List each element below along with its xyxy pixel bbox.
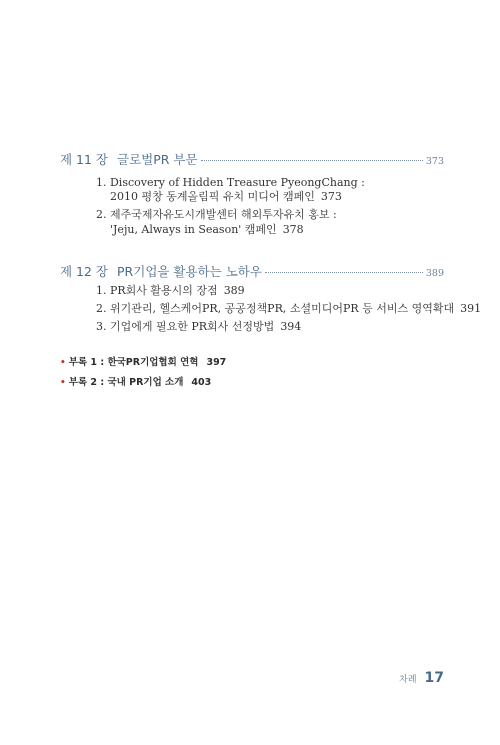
entry-page: 389 <box>223 284 245 297</box>
toc-entry <box>110 191 342 202</box>
bullet-icon: • <box>60 378 66 388</box>
chapter-number: 제 12 장 <box>60 264 109 279</box>
appendix-page: 403 <box>191 377 212 388</box>
entry-page: 373 <box>320 190 342 203</box>
appendix-2 <box>60 374 211 388</box>
bullet-icon: • <box>60 358 66 368</box>
appendix-page: 397 <box>206 357 227 368</box>
toc-entry <box>110 224 304 235</box>
chapter-page: 389 <box>425 268 444 279</box>
dot-leader <box>265 272 423 273</box>
entry-page: 391 <box>460 302 482 315</box>
page-number: 17 <box>424 670 444 686</box>
toc-entry <box>96 321 301 332</box>
entry-page: 378 <box>282 223 304 236</box>
toc-entry <box>96 285 245 296</box>
footer-label: 차례 <box>399 675 417 685</box>
toc-entry <box>96 209 337 220</box>
toc-entry <box>96 303 481 314</box>
appendix-label: 부록 2 : 국내 PR기업 소개 <box>68 377 184 388</box>
appendix-1 <box>60 354 226 368</box>
entry-text: 2. 위기관리, 헬스케어PR, 공공정책PR, 소셜미디어PR 등 서비스 영역확대 <box>96 302 455 315</box>
dot-leader <box>201 160 423 161</box>
entry-text: 1. PR회사 활용시의 장점 <box>96 284 218 297</box>
chapter-number: 제 11 장 <box>60 152 109 167</box>
toc-entry <box>96 177 365 188</box>
chapter-title: 글로벌PR 부문 <box>117 152 198 167</box>
appendix-label: 부록 1 : 한국PR기업협회 연혁 <box>68 357 199 368</box>
chapter-11-heading <box>60 150 444 168</box>
entry-text: 'Jeju, Always in Season' 캠페인 <box>110 223 277 236</box>
entry-text: 2. 제주국제자유도시개발센터 해외투자유치 홍보 : <box>96 208 337 221</box>
entry-text: 3. 기업에게 필요한 PR회사 선정방법 <box>96 320 275 333</box>
entry-text: 2010 평창 동계올림픽 유치 미디어 캠페인 <box>110 190 315 203</box>
entry-text: 1. Discovery of Hidden Treasure PyeongChang : <box>96 176 365 189</box>
chapter-page: 373 <box>425 156 444 167</box>
chapter-title: PR기업을 활용하는 노하우 <box>117 264 262 279</box>
entry-page: 394 <box>280 320 302 333</box>
page-footer <box>399 670 444 686</box>
chapter-12-heading <box>60 262 444 280</box>
